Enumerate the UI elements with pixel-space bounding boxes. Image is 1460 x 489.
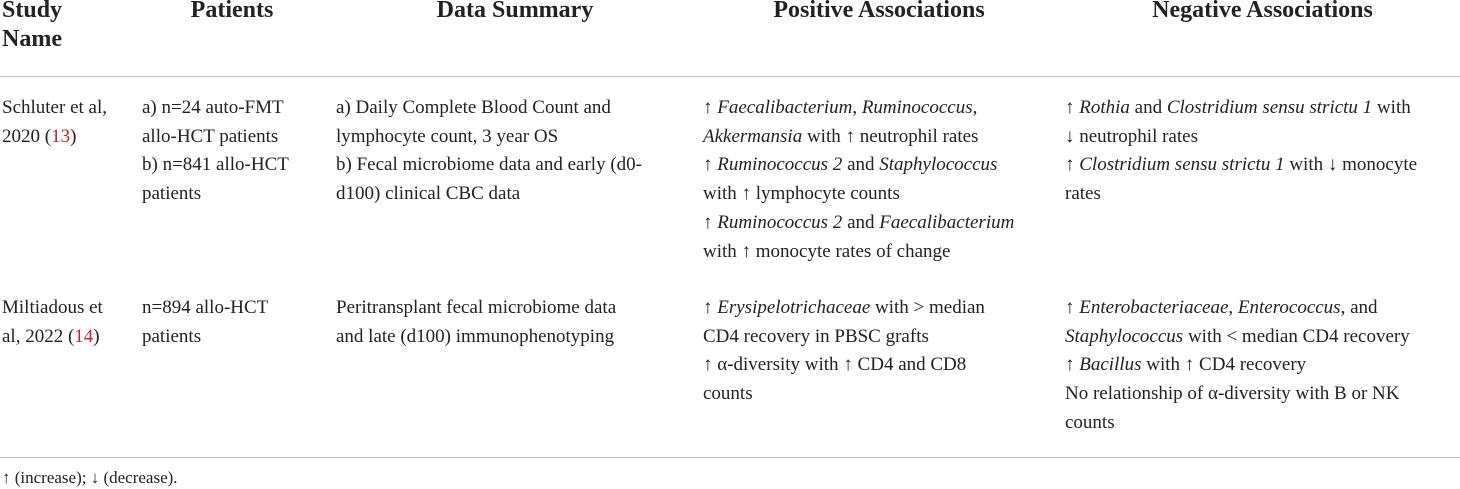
table-footnote: ↑ (increase); ↓ (decrease). — [2, 468, 178, 487]
reference-link[interactable]: 13 — [51, 125, 71, 147]
header-data-summary: Data Summary — [436, 0, 594, 23]
study-name-cell: Schluter et al, 2020 (13) — [2, 97, 107, 147]
patients-cell: a) n=24 auto-FMT allo-HCT patients b) n=841 allo-HCT patients — [142, 97, 289, 205]
negative-associations-cell: ↑ Rothia and Clostridium sensu strictu 1 with ↓ neutrophil rates ↑ Clostridium sensu strictu 1 with ↓ monocyte rates — [1065, 97, 1418, 205]
negative-associations-cell: ↑ Enterobacteriaceae, Enterococcus, and Staphylococcus with < median CD4 recovery ↑ Bacillus with ↑ CD4 recovery No relationship of α-diversity with B or NK counts — [1065, 297, 1410, 433]
header-positive-associations: Positive Associations — [773, 0, 985, 23]
positive-associations-cell: ↑ Erysipelotrichaceae with > median CD4 recovery in PBSC grafts ↑ α-diversity with ↑ CD4 and CD8 counts — [703, 297, 985, 405]
reference-link[interactable]: 14 — [74, 325, 94, 347]
positive-associations-cell: ↑ Faecalibacterium, Ruminococcus, Akkermansia with ↑ neutrophil rates ↑ Ruminococcus 2 and Staphylococcus with ↑ lymphocyte counts ↑ Ruminococcus 2 and Faecalibacterium with ↑ monocyte rates of change — [703, 97, 1015, 262]
data-summary-cell: a) Daily Complete Blood Count and lymphocyte count, 3 year OS b) Fecal microbiome data and early (d0- d100) clinical CBC data — [336, 97, 642, 205]
header-study-name: Study Name — [2, 0, 63, 52]
table-bottom-divider — [0, 457, 1460, 458]
header-negative-associations: Negative Associations — [1152, 0, 1373, 23]
study-name-cell: Miltiadous et al, 2022 (14) — [2, 297, 103, 347]
data-summary-cell: Peritransplant fecal microbiome data and late (d100) immunophenotyping — [336, 297, 617, 347]
patients-cell: n=894 allo-HCT patients — [142, 297, 269, 347]
header-patients: Patients — [190, 0, 274, 23]
table-header — [0, 0, 1460, 76]
header-divider — [0, 76, 1460, 77]
